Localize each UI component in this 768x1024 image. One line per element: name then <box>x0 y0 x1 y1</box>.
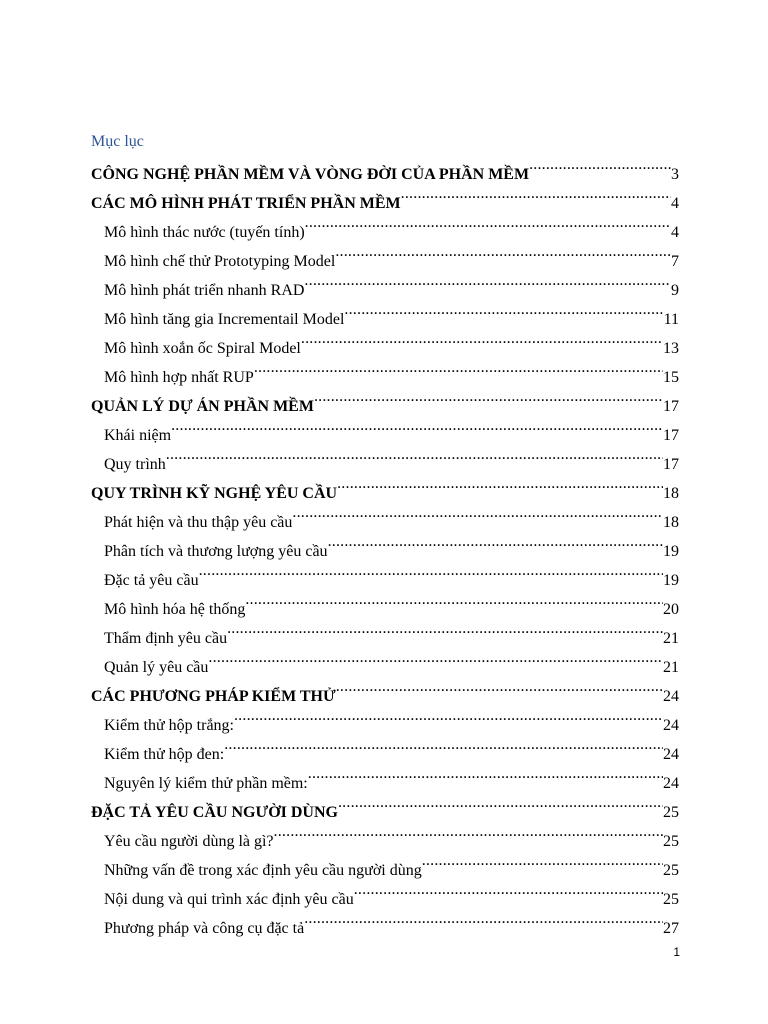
toc-dot-leader <box>292 498 663 527</box>
toc-dot-leader <box>422 846 663 875</box>
toc-entry-subsection[interactable] <box>91 411 679 444</box>
toc-entry-page: 24 <box>663 688 679 705</box>
toc-entry-page: 7 <box>671 253 679 270</box>
toc-entry-title: Mô hình xoắn ốc Spiral Model <box>104 340 301 357</box>
toc-entry-title: ĐẶC TẢ YÊU CẦU NGƯỜI DÙNG <box>91 804 338 821</box>
toc-dot-leader <box>338 788 663 817</box>
toc-entry-page: 21 <box>663 659 679 676</box>
toc-dot-leader <box>245 585 663 614</box>
toc-dot-leader <box>301 324 663 353</box>
toc-entry-page: 3 <box>671 166 679 183</box>
toc-entry-page: 25 <box>663 833 679 850</box>
table-of-contents <box>91 150 679 937</box>
toc-dot-leader <box>208 643 663 672</box>
toc-dot-leader <box>529 150 671 179</box>
toc-entry-title: Mô hình chế thử Prototyping Model <box>104 253 336 270</box>
toc-entry-title: CÁC MÔ HÌNH PHÁT TRIỂN PHẦN MỀM <box>91 195 401 212</box>
toc-entry-title: Phương pháp và công cụ đặc tả <box>104 920 305 937</box>
toc-dot-leader <box>335 237 671 266</box>
toc-dot-leader <box>344 295 663 324</box>
toc-entry-page: 4 <box>671 195 679 212</box>
toc-entry-title: CÔNG NGHỆ PHẦN MỀM VÀ VÒNG ĐỜI CỦA PHẦN MỀM <box>91 166 530 183</box>
toc-dot-leader <box>337 469 663 498</box>
toc-entry-section[interactable] <box>91 150 679 183</box>
toc-dot-leader <box>328 527 663 556</box>
toc-entry-title: Phát hiện và thu thập yêu cầu <box>104 514 293 531</box>
toc-dot-leader <box>254 353 663 382</box>
toc-dot-leader <box>166 440 663 469</box>
toc-dot-leader <box>314 382 663 411</box>
toc-entry-title: QUY TRÌNH KỸ NGHỆ YÊU CẦU <box>91 485 338 502</box>
toc-dot-leader <box>234 701 663 730</box>
toc-entry-page: 18 <box>663 485 679 502</box>
toc-dot-leader <box>354 875 663 904</box>
toc-entry-title: QUẢN LÝ DỰ ÁN PHẦN MỀM <box>91 398 314 415</box>
toc-entry-title: Những vấn đề trong xác định yêu cầu người dùng <box>104 862 422 879</box>
toc-dot-leader <box>401 179 671 208</box>
toc-dot-leader <box>336 672 663 701</box>
toc-entry-subsection[interactable] <box>91 440 679 473</box>
toc-entry-page: 25 <box>663 891 679 908</box>
toc-dot-leader <box>308 759 663 788</box>
toc-entry-title: Quy trình <box>104 456 166 473</box>
toc-entry-title: Kiểm thử hộp trắng: <box>104 717 234 734</box>
toc-entry-title: Mô hình hợp nhất RUP <box>104 369 254 386</box>
page-number: 1 <box>673 945 680 959</box>
toc-entry-title: Phân tích và thương lượng yêu cầu <box>104 543 328 560</box>
toc-dot-leader <box>274 817 663 846</box>
toc-entry-page: 9 <box>671 282 679 299</box>
toc-entry-title: Mô hình thác nước (tuyến tính) <box>104 224 305 241</box>
toc-entry-page: 24 <box>663 746 679 763</box>
toc-entry-page: 20 <box>663 601 679 618</box>
toc-entry-title: Nội dung và qui trình xác định yêu cầu <box>104 891 354 908</box>
toc-entry-page: 17 <box>663 456 679 473</box>
toc-entry-title: Thẩm định yêu cầu <box>104 630 228 647</box>
toc-entry-page: 11 <box>663 311 679 328</box>
toc-entry-title: Đặc tả yêu cầu <box>104 572 199 589</box>
toc-entry-title: Yêu cầu người dùng là gì? <box>104 833 274 850</box>
toc-entry-page: 24 <box>663 775 679 792</box>
toc-dot-leader <box>171 411 663 440</box>
toc-entry-page: 21 <box>663 630 679 647</box>
toc-entry-page: 25 <box>663 804 679 821</box>
toc-entry-page: 17 <box>663 398 679 415</box>
toc-entry-section[interactable] <box>91 469 679 502</box>
toc-dot-leader <box>199 556 663 585</box>
toc-dot-leader <box>227 614 663 643</box>
toc-entry-title: Mô hình tăng gia Incrementail Model <box>104 311 345 328</box>
toc-entry-page: 19 <box>663 543 679 560</box>
toc-dot-leader <box>304 904 663 933</box>
toc-entry-page: 27 <box>663 920 679 937</box>
toc-entry-page: 15 <box>663 369 679 386</box>
toc-entry-page: 19 <box>663 572 679 589</box>
toc-entry-title: Khái niệm <box>104 427 172 444</box>
toc-entry-page: 17 <box>663 427 679 444</box>
toc-dot-leader <box>304 266 671 295</box>
toc-entry-page: 13 <box>663 340 679 357</box>
toc-entry-title: Mô hình hóa hệ thống <box>104 601 246 618</box>
toc-entry-page: 4 <box>671 224 679 241</box>
toc-entry-title: Nguyên lý kiểm thử phần mềm: <box>104 775 308 792</box>
toc-entry-title: CÁC PHƯƠNG PHÁP KIỂM THỬ <box>91 688 336 705</box>
toc-heading: Mục lục <box>91 133 144 150</box>
toc-entry-title: Quản lý yêu cầu <box>104 659 209 676</box>
toc-entry-title: Kiểm thử hộp đen: <box>104 746 225 763</box>
toc-entry-page: 24 <box>663 717 679 734</box>
toc-entry-page: 25 <box>663 862 679 879</box>
toc-entry-title: Mô hình phát triển nhanh RAD <box>104 282 305 299</box>
toc-dot-leader <box>305 208 671 237</box>
toc-entry-page: 18 <box>663 514 679 531</box>
toc-dot-leader <box>224 730 663 759</box>
